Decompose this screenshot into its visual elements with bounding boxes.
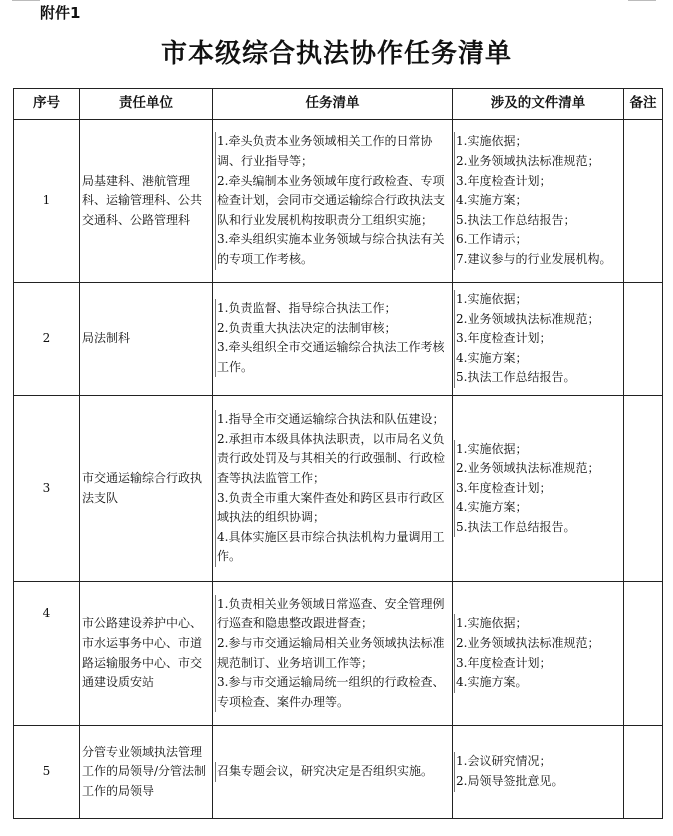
page-title: 市本级综合执法协作任务清单 <box>160 39 512 69</box>
header-no: 序号 <box>14 89 80 120</box>
doc-item: 3.年度检查计划； <box>454 654 623 674</box>
doc-item: 5.执法工作总结报告。 <box>454 518 623 538</box>
doc-item: 2.业务领域执法标准规范； <box>454 634 623 654</box>
doc-item: 3.年度检查计划； <box>454 479 623 499</box>
task-item: 1.牵头负责本业务领域相关工作的日常协调、行业指导等； <box>215 132 450 171</box>
row-no: 3 <box>14 396 80 582</box>
row-tasks <box>213 396 453 582</box>
table-header-row <box>14 89 663 120</box>
table-row <box>14 283 663 396</box>
task-item: 1.指导全市交通运输综合执法和队伍建设； <box>215 410 450 430</box>
table-row <box>14 120 663 283</box>
top-right-crop-mark <box>628 0 656 1</box>
row-note <box>624 582 663 726</box>
row-no: 2 <box>14 283 80 396</box>
row-tasks <box>213 582 453 726</box>
task-item: 1.负责相关业务领域日常巡查、安全管理例行巡查和隐患整改跟进督查； <box>215 595 450 634</box>
doc-item: 4.实施方案； <box>454 191 623 211</box>
row-note <box>624 396 663 582</box>
row-tasks <box>213 726 453 819</box>
task-item: 4.具体实施区县市综合执法机构力量调用工作。 <box>215 528 450 567</box>
header-tasks: 任务清单 <box>213 89 453 120</box>
doc-item: 1.实施依据； <box>454 132 623 152</box>
task-item: 3.负责全市重大案件查处和跨区县市行政区域执法的组织协调； <box>215 489 450 528</box>
task-item: 2.牵头编制本业务领域年度行政检查、专项检查计划，会同市交通运输综合行政执法支队和行业发展机构按职责分工组织实施； <box>215 172 450 231</box>
doc-item: 5.执法工作总结报告。 <box>454 368 623 388</box>
task-item: 2.承担市本级具体执法职责，以市局名义负责行政处罚及与其相关的行政强制、行政检查等执法监管工作； <box>215 430 450 489</box>
doc-item: 4.实施方案； <box>454 349 623 369</box>
doc-item: 1.实施依据； <box>454 614 623 634</box>
table-row <box>14 726 663 819</box>
doc-item: 4.实施方案。 <box>454 673 623 693</box>
row-unit: 市公路建设养护中心、市水运事务中心、市道路运输服务中心、市交通建设质安站 <box>80 582 213 726</box>
annex-label: 附件1 <box>40 4 81 22</box>
doc-item: 3.年度检查计划； <box>454 172 623 192</box>
task-table <box>13 88 663 819</box>
row-note <box>624 726 663 819</box>
row-unit: 局基建科、港航管理科、运输管理科、公共交通科、公路管理科 <box>80 120 213 283</box>
header-docs: 涉及的文件清单 <box>453 89 624 120</box>
doc-item: 7.建议参与的行业发展机构。 <box>454 250 623 270</box>
doc-item: 1.实施依据； <box>454 440 623 460</box>
row-no: 1 <box>14 120 80 283</box>
row-note <box>624 120 663 283</box>
doc-item: 1.实施依据； <box>454 290 623 310</box>
doc-item: 3.年度检查计划； <box>454 329 623 349</box>
doc-item: 1.会议研究情况； <box>454 752 623 772</box>
row-docs <box>453 582 624 726</box>
task-item: 3.牵头组织全市交通运输综合执法工作考核工作。 <box>215 338 450 377</box>
row-docs <box>453 726 624 819</box>
task-item: 2.参与市交通运输局相关业务领域执法标准规范制订、业务培训工作等； <box>215 634 450 673</box>
row-no: 5 <box>14 726 80 819</box>
table-row <box>14 396 663 582</box>
row-docs <box>453 396 624 582</box>
task-item: 3.参与市交通运输局统一组织的行政检查、专项检查、案件办理等。 <box>215 673 450 712</box>
task-item: 1.负责监督、指导综合执法工作； <box>215 299 450 319</box>
doc-item: 2.业务领域执法标准规范； <box>454 459 623 479</box>
row-unit: 局法制科 <box>80 283 213 396</box>
row-docs <box>453 283 624 396</box>
doc-item: 2.局领导签批意见。 <box>454 772 623 792</box>
doc-item: 6.工作请示； <box>454 230 623 250</box>
doc-item: 5.执法工作总结报告； <box>454 211 623 231</box>
row-docs <box>453 120 624 283</box>
row-unit: 分管专业领域执法管理工作的局领导/分管法制工作的局领导 <box>80 726 213 819</box>
doc-item: 2.业务领域执法标准规范； <box>454 152 623 172</box>
row-unit: 市交通运输综合行政执法支队 <box>80 396 213 582</box>
task-item: 2.负责重大执法决定的法制审核； <box>215 319 450 339</box>
header-unit: 责任单位 <box>80 89 213 120</box>
header-note: 备注 <box>624 89 663 120</box>
row-tasks <box>213 120 453 283</box>
row-no: 4 <box>14 582 80 726</box>
table-row <box>14 582 663 726</box>
row-note <box>624 283 663 396</box>
row-tasks <box>213 283 453 396</box>
doc-item: 2.业务领域执法标准规范； <box>454 310 623 330</box>
doc-item: 4.实施方案； <box>454 498 623 518</box>
task-item: 召集专题会议，研究决定是否组织实施。 <box>215 762 450 782</box>
task-item: 3.牵头组织实施本业务领域与综合执法有关的专项工作考核。 <box>215 230 450 269</box>
top-left-crop-mark <box>12 0 40 1</box>
